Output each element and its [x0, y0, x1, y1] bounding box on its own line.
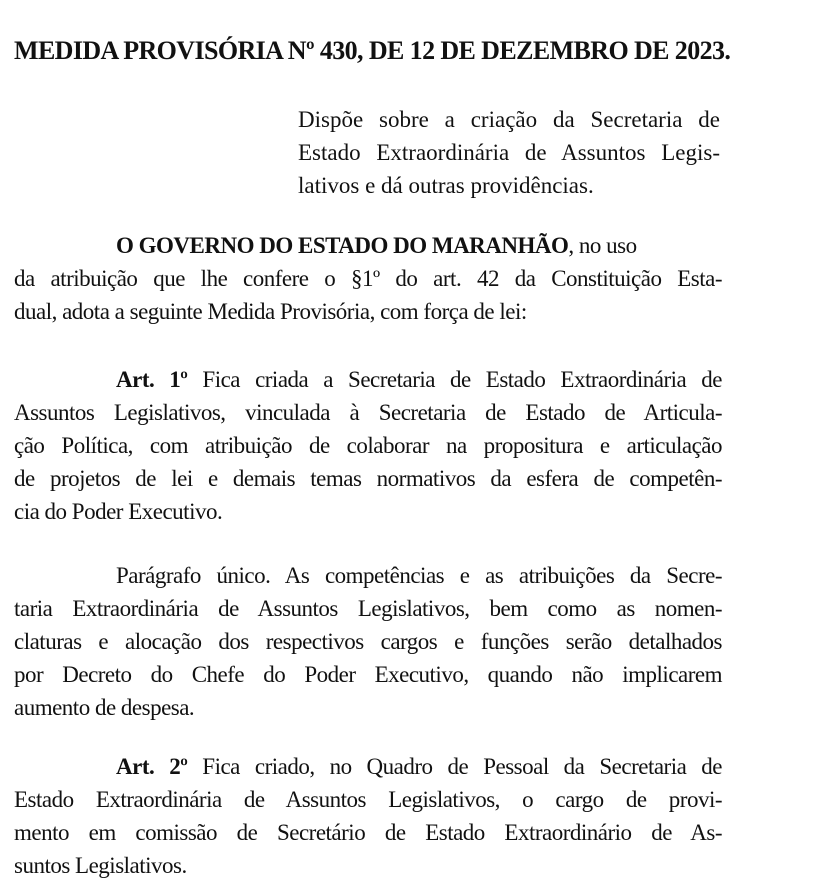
paragraph-line: Parágrafo único. As competências e as atribuições da Secre- — [116, 563, 722, 588]
article-line: suntos Legislativos. — [14, 853, 187, 878]
article-line: Assuntos Legislativos, vinculada à Secretaria de Estado de Articula- — [14, 400, 722, 425]
article-line: de projetos de lei e demais temas normativos da esfera de competên- — [14, 466, 722, 491]
preamble-bold-lead: O GOVERNO DO ESTADO DO MARANHÃO — [116, 233, 569, 258]
article-line-text: Fica criada a Secretaria de Estado Extraordinária de — [202, 367, 722, 392]
ementa-line: lativos e dá outras providências. — [298, 173, 594, 198]
paragraph-line: taria Extraordinária de Assuntos Legislativos, bem como as nomen- — [14, 596, 722, 621]
preamble-line: dual, adota a seguinte Medida Provisória, com força de lei: — [14, 299, 527, 324]
article-1 — [14, 363, 722, 528]
ementa — [298, 103, 720, 202]
article-line — [14, 750, 722, 783]
preamble-line — [14, 229, 722, 262]
article-2 — [14, 750, 722, 882]
article-line: Estado Extraordinária de Assuntos Legislativos, o cargo de provi- — [14, 787, 722, 812]
paragraph-line: aumento de despesa. — [14, 695, 195, 720]
preamble — [14, 229, 722, 328]
paragraph-line: claturas e alocação dos respectivos cargos e funções serão detalhados — [14, 629, 722, 654]
article-line: cia do Poder Executivo. — [14, 499, 223, 524]
article-label: Art. 1º — [116, 367, 188, 392]
paragraph-line: por Decreto do Chefe do Poder Executivo, quando não implicarem — [14, 662, 722, 687]
article-line — [14, 363, 722, 396]
article-label: Art. 2º — [116, 754, 188, 779]
article-line: ção Política, com atribuição de colaborar na propositura e articulação — [14, 433, 722, 458]
document-title: MEDIDA PROVISÓRIA Nº 430, DE 12 DE DEZEMBRO DE 2023. — [14, 36, 731, 65]
preamble-line: da atribuição que lhe confere o §1º do art. 42 da Constituição Esta- — [14, 266, 722, 291]
paragrafo-unico — [14, 559, 722, 724]
article-line-text: Fica criado, no Quadro de Pessoal da Secretaria de — [202, 754, 722, 779]
article-line: mento em comissão de Secretário de Estado Extraordinário de As- — [14, 820, 722, 845]
preamble-line-text: , no uso — [568, 233, 637, 258]
ementa-line: Dispõe sobre a criação da Secretaria de — [298, 107, 720, 132]
ementa-line: Estado Extraordinária de Assuntos Legis- — [298, 140, 720, 165]
